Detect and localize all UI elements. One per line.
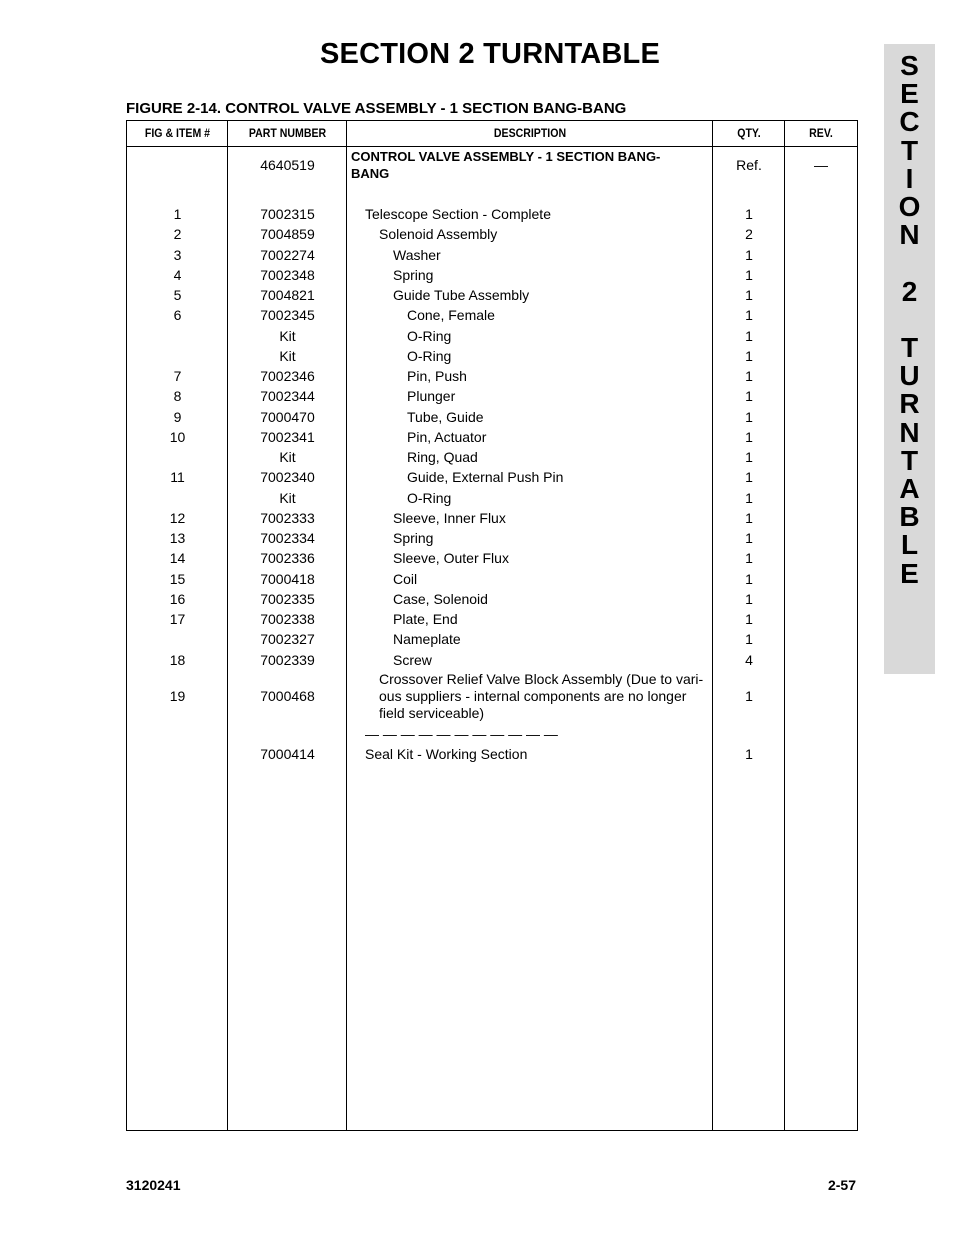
part-number: 7002340 bbox=[260, 469, 315, 486]
part-number: 7002345 bbox=[260, 307, 315, 324]
quantity: 1 bbox=[745, 550, 753, 567]
description bbox=[379, 671, 703, 722]
description: Ring, Quad bbox=[407, 449, 478, 465]
header-rev: REV. bbox=[809, 126, 833, 140]
figure-caption: FIGURE 2-14. CONTROL VALVE ASSEMBLY - 1 SECTION BANG-BANG bbox=[126, 100, 627, 117]
side-tab-letter: 2 bbox=[901, 275, 918, 307]
quantity: 1 bbox=[745, 746, 753, 762]
description: O-Ring bbox=[407, 327, 452, 344]
description: Plate, End bbox=[393, 611, 458, 627]
part-number: 7002336 bbox=[260, 550, 315, 567]
document-number: 3120241 bbox=[126, 1177, 181, 1193]
description: Guide, External Push Pin bbox=[407, 469, 564, 486]
part-number: Kit bbox=[279, 489, 296, 506]
quantity: 2 bbox=[745, 226, 753, 243]
side-tab-letter: O bbox=[898, 191, 921, 222]
description: Case, Solenoid bbox=[393, 590, 488, 607]
quantity: 1 bbox=[745, 388, 753, 405]
quantity: 1 bbox=[745, 449, 753, 465]
fig-item-number: 2 bbox=[173, 226, 182, 243]
quantity: 1 bbox=[745, 509, 753, 526]
description: Tube, Guide bbox=[407, 408, 484, 425]
side-tab-letter: T bbox=[900, 444, 919, 476]
fig-item-number: 13 bbox=[169, 530, 186, 546]
part-number: 7000414 bbox=[260, 746, 315, 762]
description: Pin, Push bbox=[407, 368, 467, 384]
part-number: 7002274 bbox=[260, 246, 315, 263]
side-tab-letter: C bbox=[899, 106, 920, 138]
quantity: 1 bbox=[745, 428, 753, 445]
part-number: 7004821 bbox=[260, 287, 315, 303]
side-tab-letter: T bbox=[900, 134, 919, 166]
header-description: DESCRIPTION bbox=[493, 126, 567, 140]
description: O-Ring bbox=[407, 489, 452, 506]
fig-item-number: 6 bbox=[173, 307, 182, 324]
header-qty: QTY. bbox=[737, 126, 761, 140]
fig-item-number: 3 bbox=[173, 246, 182, 263]
quantity: 1 bbox=[745, 611, 753, 627]
quantity: 1 bbox=[745, 489, 753, 506]
quantity: 1 bbox=[745, 347, 753, 364]
fig-item-number: 14 bbox=[169, 550, 186, 567]
description: Plunger bbox=[407, 388, 456, 405]
description: Sleeve, Outer Flux bbox=[393, 550, 509, 567]
fig-item-number: 18 bbox=[169, 651, 186, 668]
description: Solenoid Assembly bbox=[379, 226, 498, 243]
side-tab-letter: B bbox=[899, 501, 920, 533]
description-line: field serviceable) bbox=[379, 705, 485, 721]
description: Seal Kit - Working Section bbox=[365, 746, 528, 762]
fig-item-number: 1 bbox=[173, 206, 182, 222]
part-number: 7002339 bbox=[260, 651, 315, 668]
part-number: 7004859 bbox=[260, 226, 315, 243]
fig-item-number: 5 bbox=[173, 287, 182, 303]
description: Nameplate bbox=[393, 631, 461, 648]
fig-item-number: 19 bbox=[169, 688, 186, 704]
quantity: 1 bbox=[745, 469, 753, 486]
quantity: 1 bbox=[745, 307, 753, 324]
description: Pin, Actuator bbox=[407, 428, 487, 445]
separator-text: — — — — — — — — — — — bbox=[365, 726, 558, 742]
part-number: 7000468 bbox=[260, 688, 315, 704]
side-tab-letter: U bbox=[899, 360, 920, 392]
fig-item-number: 12 bbox=[169, 509, 186, 526]
part-number: 7000470 bbox=[260, 408, 315, 425]
quantity: 1 bbox=[745, 408, 753, 425]
description: Spring bbox=[393, 530, 434, 546]
description: Washer bbox=[393, 246, 441, 263]
part-number: 7002344 bbox=[260, 388, 315, 405]
quantity: 4 bbox=[745, 651, 753, 668]
quantity: 1 bbox=[745, 590, 753, 607]
assembly-description-line: BANG bbox=[351, 166, 390, 181]
part-number: 7002338 bbox=[260, 611, 315, 627]
description: Sleeve, Inner Flux bbox=[393, 509, 506, 526]
section-side-tab bbox=[884, 44, 935, 674]
assembly-description bbox=[351, 148, 660, 182]
side-tab-letter: L bbox=[900, 529, 919, 561]
part-number: 7002333 bbox=[260, 509, 315, 526]
description: Guide Tube Assembly bbox=[393, 287, 530, 303]
description: Spring bbox=[393, 266, 434, 283]
side-tab-letter: E bbox=[900, 557, 919, 589]
part-number: Kit bbox=[279, 327, 296, 344]
assembly-part-number: 4640519 bbox=[260, 157, 315, 173]
quantity: 1 bbox=[745, 688, 753, 704]
parts-table bbox=[126, 120, 858, 1131]
part-number: 7002315 bbox=[260, 206, 315, 222]
description: O-Ring bbox=[407, 347, 452, 364]
part-number: 7000418 bbox=[260, 570, 315, 587]
header-fig-item: FIG & ITEM # bbox=[144, 126, 211, 140]
page-title: SECTION 2 TURNTABLE bbox=[320, 38, 660, 70]
side-tab-letter: N bbox=[899, 416, 920, 448]
part-number: 7002335 bbox=[260, 590, 315, 607]
fig-item-number: 4 bbox=[173, 266, 182, 283]
fig-item-number: 10 bbox=[169, 428, 186, 445]
fig-item-number: 7 bbox=[173, 368, 182, 384]
quantity: 1 bbox=[745, 206, 753, 222]
assembly-description-line: CONTROL VALVE ASSEMBLY - 1 SECTION BANG- bbox=[351, 149, 661, 164]
description-line: Crossover Relief Valve Block Assembly (Due to vari- bbox=[379, 671, 704, 687]
quantity: 1 bbox=[745, 287, 753, 303]
quantity: 1 bbox=[745, 368, 753, 384]
quantity: 1 bbox=[745, 266, 753, 283]
fig-item-number: 17 bbox=[169, 611, 186, 627]
page-number: 2-57 bbox=[827, 1177, 856, 1193]
fig-item-number: 9 bbox=[173, 408, 182, 425]
part-number: 7002346 bbox=[260, 368, 315, 384]
quantity: 1 bbox=[745, 631, 753, 648]
description: Coil bbox=[393, 570, 418, 587]
side-tab-letter: A bbox=[899, 473, 920, 504]
quantity: 1 bbox=[745, 530, 753, 546]
assembly-rev: — bbox=[814, 157, 828, 173]
quantity: 1 bbox=[745, 246, 753, 263]
part-number: 7002348 bbox=[260, 266, 315, 283]
description-line: ous suppliers - internal components are no longer bbox=[379, 688, 687, 704]
fig-item-number: 16 bbox=[169, 590, 186, 607]
fig-item-number: 8 bbox=[173, 388, 182, 405]
header-divider bbox=[127, 146, 857, 147]
description: Screw bbox=[393, 651, 432, 668]
side-tab-letter: T bbox=[900, 332, 919, 363]
assembly-qty: Ref. bbox=[736, 157, 762, 173]
fig-item-number: 15 bbox=[169, 570, 186, 587]
quantity: 1 bbox=[745, 570, 753, 587]
side-tab-letter: R bbox=[899, 388, 920, 420]
quantity: 1 bbox=[745, 327, 753, 344]
part-number: 7002341 bbox=[260, 428, 315, 445]
side-tab-letter: E bbox=[900, 78, 919, 110]
side-tab-letter: I bbox=[905, 162, 914, 194]
fig-item-number: 11 bbox=[170, 469, 185, 486]
description: Telescope Section - Complete bbox=[365, 206, 551, 222]
side-tab-letter: S bbox=[900, 50, 919, 81]
part-number: Kit bbox=[279, 347, 296, 364]
description: Cone, Female bbox=[407, 307, 495, 324]
part-number: 7002334 bbox=[260, 530, 315, 546]
header-part-number: PART NUMBER bbox=[248, 126, 327, 140]
part-number: 7002327 bbox=[260, 631, 315, 648]
part-number: Kit bbox=[279, 449, 296, 465]
side-tab-letter: N bbox=[899, 219, 920, 251]
